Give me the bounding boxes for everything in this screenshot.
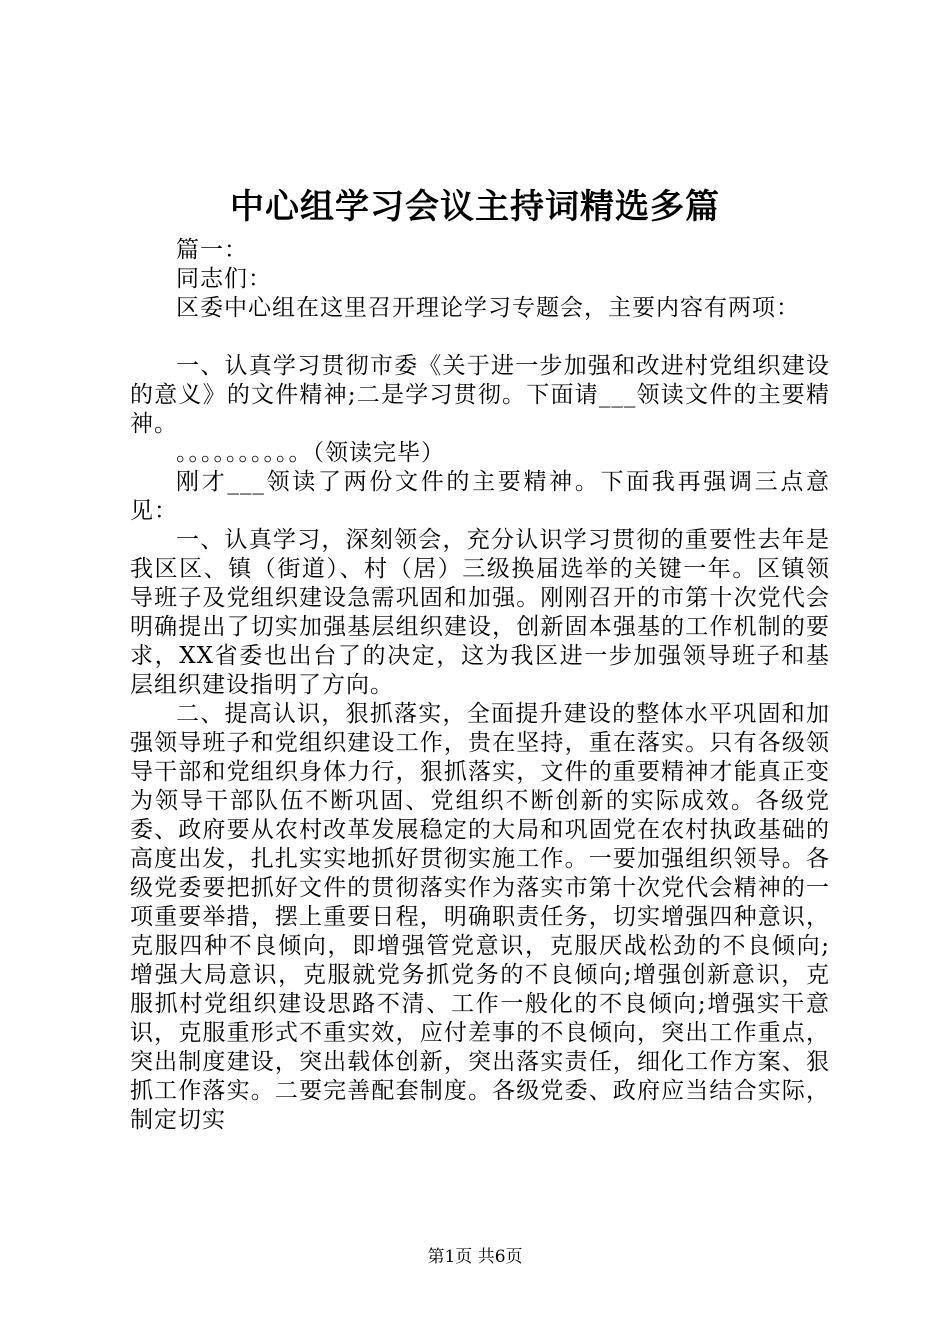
paragraph-point-one: 一、认真学习，深刻领会，充分认识学习贯彻的重要性去年是我区区、镇（街道）、村（居）三级换届选举的关键一年。区镇领导班子及党组织建设急需巩固和加强。刚刚召开的市第十次党代会明确提出了切实加强基层组织建设，创新固本强基的工作机制的要求，XX省委也出台了的决定，这为我区进一步加强领导班子和基层组织建设指明了方向。 — [130, 527, 830, 698]
page-number-footer: 第1页 共6页 — [427, 1247, 523, 1267]
paragraph-section-label: 篇一： — [176, 237, 248, 263]
document-body — [130, 236, 830, 1135]
document-title: 中心组学习会议主持词精选多篇 — [230, 187, 720, 227]
paragraph-intro: 区委中心组在这里召开理论学习专题会，主要内容有两项： — [176, 295, 800, 321]
paragraph-transition: 刚才___领读了两份文件的主要精神。下面我再强调三点意见： — [130, 469, 830, 524]
paragraph-item-one: 一、认真学习贯彻市委《关于进一步加强和改进村党组织建设的意义》的文件精神;二是学习贯彻。下面请___领读文件的主要精神。 — [130, 353, 830, 437]
paragraph-point-two: 二、提高认识，狠抓落实，全面提升建设的整体水平巩固和加强领导班子和党组织建设工作，贵在坚持，重在落实。只有各级领导干部和党组织身体力行，狠抓落实，文件的重要精神才能真正变为领导干部队伍不断巩固、党组织不断创新的实际成效。各级党委、政府要从农村改革发展稳定的大局和巩固党在农村执政基础的高度出发，扎扎实实地抓好贯彻实施工作。一要加强组织领导。各级党委要把抓好文件的贯彻落实作为落实市第十次党代会精神的一项重要举措，摆上重要日程，明确职责任务，切实增强四种意识，克服四种不良倾向，即增强管党意识，克服厌战松劲的不良倾向;增强大局意识，克服就党务抓党务的不良倾向;增强创新意识，克服抓村党组织建设思路不清、工作一般化的不良倾向;增强实干意识，克服重形式不重实效，应付差事的不良倾向，突出工作重点，突出制度建设，突出载体创新，突出落实责任，细化工作方案、狠抓工作落实。二要完善配套制度。各级党委、政府应当结合实际，制定切实 — [130, 701, 830, 1133]
paragraph-salutation: 同志们： — [176, 266, 272, 292]
paragraph-reading-done: 。。。。。。。。。。（领读完毕） — [176, 440, 445, 466]
